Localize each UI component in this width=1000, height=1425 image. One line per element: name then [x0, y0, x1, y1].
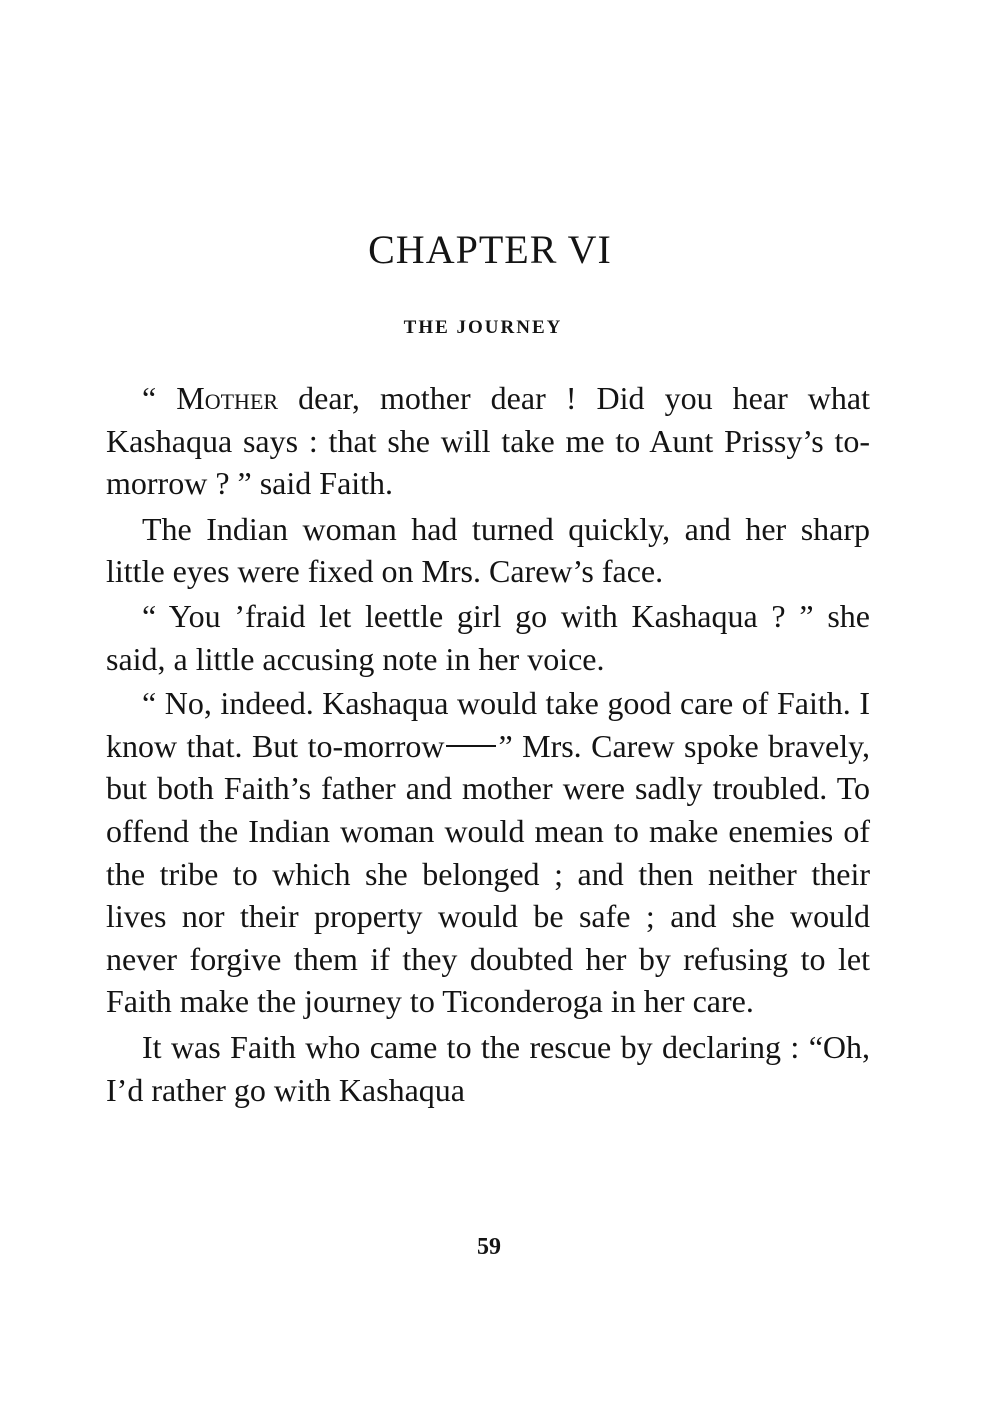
paragraph-2: The Indian woman had turned quickly, and her sharp little eyes were fixed on Mrs. Carew’s face.: [106, 510, 870, 590]
paragraph-3: “ You ’fraid let leettle girl go with Kashaqua ? ” she said, a little accusing note in her voice.: [106, 597, 870, 677]
body-text: [106, 377, 870, 1111]
paragraph-1-text: dear, mother dear ! Did you hear what Kashaqua says : that she will take me to Aunt Prissy’s to-morrow ? ” said Faith.: [106, 380, 871, 502]
paragraph-1-open-quote: “: [142, 380, 177, 416]
paragraph-5: It was Faith who came to the rescue by declaring : “Oh, I’d rather go with Kashaqua: [106, 1028, 870, 1108]
em-dash-rule: [446, 745, 496, 747]
chapter-title: CHAPTER VI: [368, 227, 612, 272]
chapter-subtitle: THE JOURNEY: [403, 317, 563, 338]
paragraph-1: [106, 377, 870, 505]
paragraph-4-text-before-dash: “ No, indeed. Kashaqua would take good care of Faith. I know that. But to-morrow: [106, 685, 870, 764]
paragraph-1-smallcaps-word: Mother: [176, 380, 279, 416]
page-number: 59: [477, 1234, 501, 1260]
paragraph-4-text-after-dash: ” Mrs. Carew spoke bravely, but both Faith’s father and mother were sadly troubled. To offend the Indian woman would mean to make enemies of the tribe to which she belonged ; and then neither their lives nor their property would be safe ; and she would never forgive them if they doubted her by refusing to let Faith make the journey to Ticonderoga in her care.: [106, 727, 871, 1020]
paragraph-4: [106, 682, 870, 1023]
